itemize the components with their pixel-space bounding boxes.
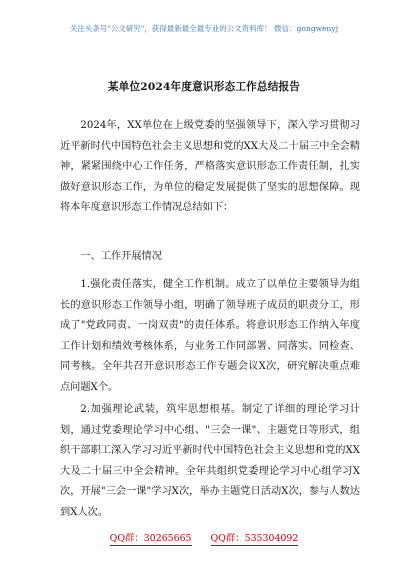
- paragraph-2-block: [60, 400, 360, 524]
- intro-paragraph-block: [60, 116, 360, 219]
- section-heading: 一、工作开展情况: [80, 251, 162, 262]
- paragraph-2: 2.加强理论武装，筑牢思想根基。制定了详细的理论学习计划，通过党委理论学习中心组、"三会一课"、主题党日等形式，组织干部职工深入学习习近平新时代中国特色社会主义思想和党的XX大及二十届三中全会精神。全年共组织党委理论学习中心组学习X次，开展"三会一课"学习X次，举办主题党日活动X次，参与人数达到X人次。: [60, 404, 360, 518]
- paragraph-1-block: [60, 275, 360, 399]
- promo-banner[interactable]: 关注头条号"公文研究"，获得最新最全最专业的公文资料库！ 微信：gongwenyj: [69, 24, 339, 33]
- section-heading-block: [60, 247, 360, 268]
- paragraph-1: 1.强化责任落实，健全工作机制。成立了以单位主要领导为组长的意识形态工作领导小组，明确了领导班子成员的职责分工，形成了"党政同责、一岗双责"的责任体系。将意识形态工作纳入年度工作计划和绩效考核体系，与业务工作同部署、同落实、同检查、同考核。全年共召开意识形态工作专题会议X次，研究解决重点难点问题X个。: [60, 279, 360, 393]
- document-title: 某单位2024年度意识形态工作总结报告: [107, 81, 301, 93]
- qq-group-link-2[interactable]: QQ群：535304092: [210, 533, 299, 544]
- footer: [0, 533, 408, 546]
- intro-paragraph: 2024年，XX单位在上级党委的坚强领导下，深入学习贯彻习近平新时代中国特色社会主义思想和党的XX大及二十届三中全会精神，紧紧围绕中心工作任务，严格落实意识形态工作责任制，扎实做好意识形态工作，为单位的稳定发展提供了坚实的思想保障。现将本年度意识形态工作情况总结如下：: [60, 120, 360, 214]
- qq-group-link-1[interactable]: QQ群：30265665: [109, 533, 192, 544]
